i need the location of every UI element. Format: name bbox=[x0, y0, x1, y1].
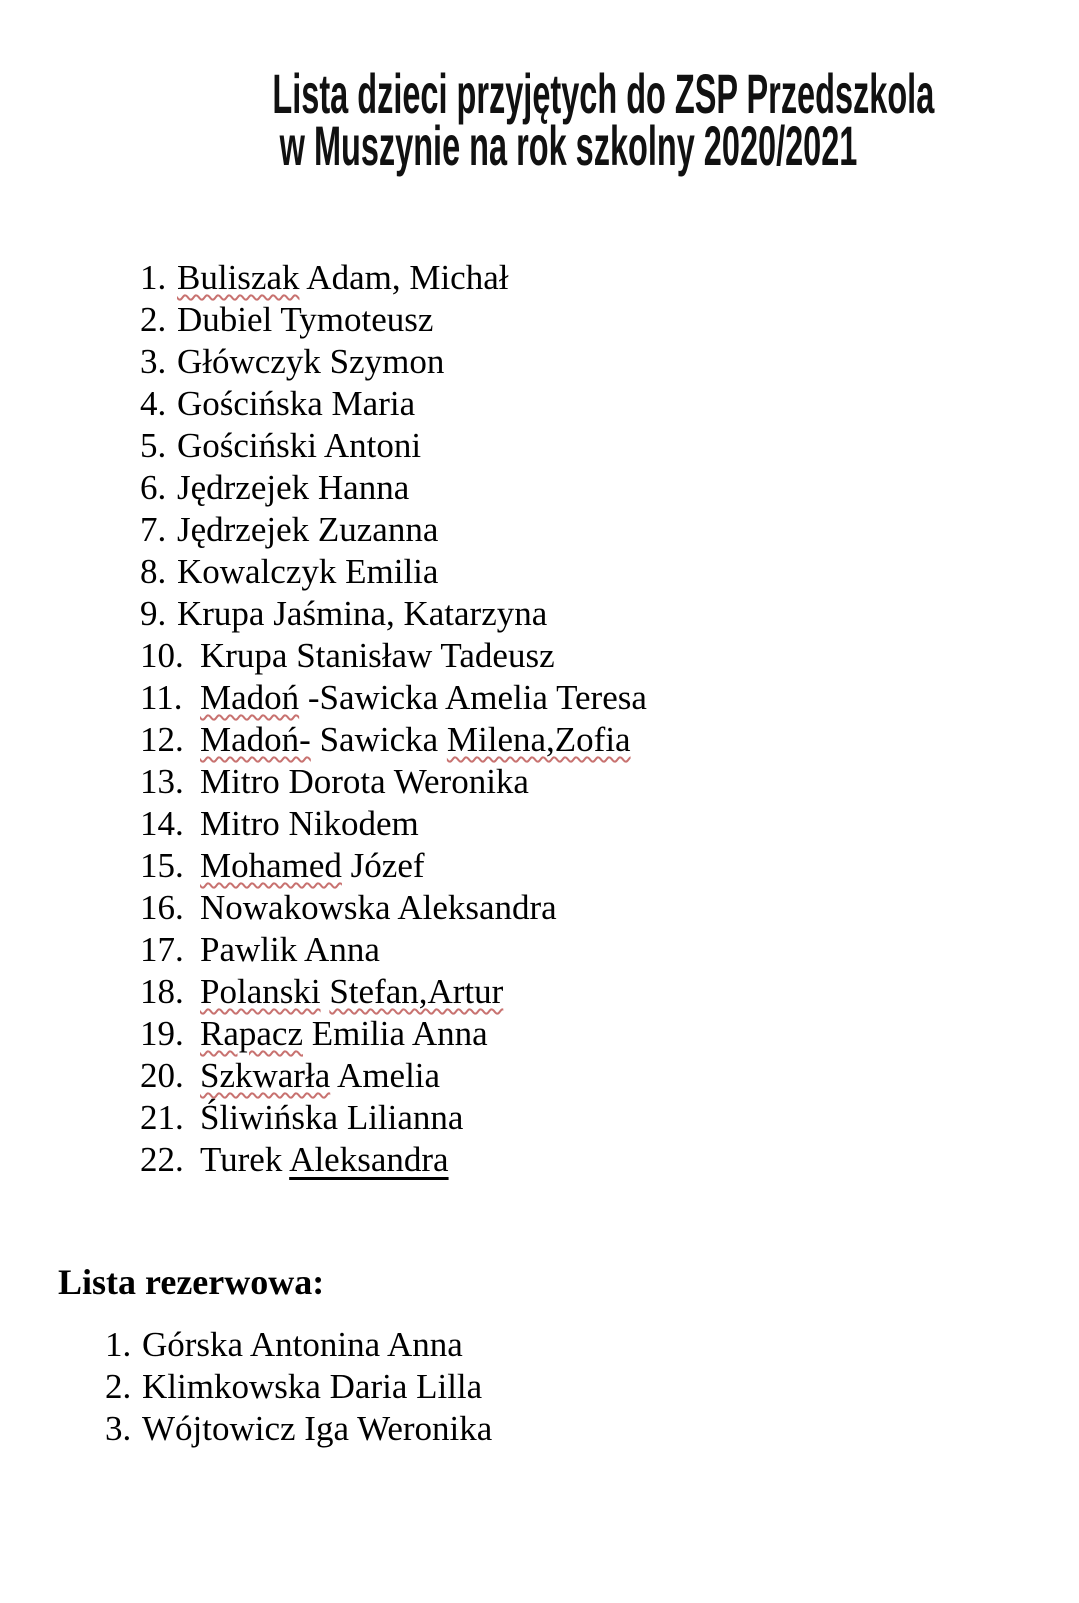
list-item-number: 17. bbox=[140, 930, 184, 969]
list-item-name bbox=[142, 1409, 492, 1448]
misspelled-text: Madoń- bbox=[200, 720, 311, 759]
page-title-line-1: Lista dzieci przyjętych do ZSP Przedszkola bbox=[272, 62, 935, 125]
plain-text: Emilia Anna bbox=[302, 1014, 488, 1053]
plain-text: Główczyk Szymon bbox=[177, 342, 445, 381]
plain-text: Amelia bbox=[330, 1056, 441, 1095]
list-item-number: 4. bbox=[140, 384, 167, 423]
list-item bbox=[105, 1324, 1079, 1366]
list-item bbox=[140, 971, 1079, 1013]
list-item bbox=[140, 635, 1079, 677]
list-item-name bbox=[177, 552, 438, 591]
list-item bbox=[140, 1055, 1079, 1097]
list-item-number: 11. bbox=[140, 678, 183, 717]
list-item-number: 7. bbox=[140, 510, 167, 549]
list-item-number: 3. bbox=[105, 1409, 132, 1448]
list-item-number: 8. bbox=[140, 552, 167, 591]
plain-text: Górska Antonina Anna bbox=[142, 1325, 463, 1364]
list-item-name bbox=[200, 762, 529, 801]
list-item-number: 16. bbox=[140, 888, 184, 927]
list-item bbox=[140, 719, 1079, 761]
plain-text: Mitro Dorota Weronika bbox=[200, 762, 529, 801]
list-item-name bbox=[142, 1325, 463, 1364]
page-title-line-2: w Muszynie na rok szkolny 2020/2021 bbox=[279, 114, 858, 177]
list-item-number: 10. bbox=[140, 636, 184, 675]
list-item-number: 12. bbox=[140, 720, 184, 759]
list-item bbox=[140, 425, 1079, 467]
list-item bbox=[140, 551, 1079, 593]
plain-text: Gościńska Maria bbox=[177, 384, 416, 423]
list-item-name bbox=[200, 636, 555, 675]
misspelled-text: Szkwarła bbox=[200, 1056, 331, 1095]
misspelled-text: Buliszak bbox=[177, 258, 300, 297]
plain-text: Pawlik Anna bbox=[200, 930, 380, 969]
list-item bbox=[105, 1408, 1079, 1450]
plain-text: Turek bbox=[200, 1140, 290, 1179]
list-item-number: 21. bbox=[140, 1098, 184, 1137]
list-item bbox=[140, 761, 1079, 803]
list-item bbox=[140, 257, 1079, 299]
list-item bbox=[140, 845, 1079, 887]
misspelled-text: Milena,Zofia bbox=[446, 720, 631, 759]
plain-text: -Sawicka Amelia Teresa bbox=[299, 678, 647, 717]
list-item-name bbox=[200, 846, 425, 885]
plain-text: Śliwińska Lilianna bbox=[200, 1098, 464, 1137]
list-item-number: 1. bbox=[105, 1325, 132, 1364]
plain-text: Wójtowicz Iga Weronika bbox=[142, 1409, 493, 1448]
list-item-name bbox=[200, 972, 503, 1011]
list-item-name bbox=[200, 678, 647, 717]
list-item-number: 15. bbox=[140, 846, 184, 885]
list-item-number: 9. bbox=[140, 594, 167, 633]
list-item-name bbox=[200, 1140, 449, 1179]
plain-text: Dubiel Tymoteusz bbox=[177, 300, 434, 339]
list-item-number: 13. bbox=[140, 762, 184, 801]
list-item bbox=[140, 1013, 1079, 1055]
plain-text: Adam, Michał bbox=[299, 258, 509, 297]
underlined-text: Aleksandra bbox=[289, 1140, 449, 1179]
list-item-number: 20. bbox=[140, 1056, 184, 1095]
plain-text: Jędrzejek Hanna bbox=[177, 468, 410, 507]
list-item-number: 2. bbox=[140, 300, 167, 339]
misspelled-text: Stefan,Artur bbox=[329, 972, 504, 1011]
list-item bbox=[140, 509, 1079, 551]
list-item-name bbox=[200, 1014, 488, 1053]
list-item bbox=[140, 677, 1079, 719]
page-title bbox=[0, 62, 1079, 177]
plain-text: Józef bbox=[341, 846, 425, 885]
list-item bbox=[140, 803, 1079, 845]
list-item-name bbox=[177, 342, 444, 381]
list-item-number: 6. bbox=[140, 468, 167, 507]
list-item-name bbox=[142, 1367, 482, 1406]
misspelled-text: Rapacz bbox=[200, 1014, 303, 1053]
list-item-number: 18. bbox=[140, 972, 184, 1011]
list-item-name bbox=[177, 258, 508, 297]
list-item-name bbox=[177, 510, 438, 549]
reserve-list-heading: Lista rezerwowa: bbox=[58, 1262, 325, 1302]
list-item-name bbox=[177, 300, 433, 339]
list-item-number: 2. bbox=[105, 1367, 132, 1406]
list-item-name bbox=[177, 384, 415, 423]
plain-text: Sawicka bbox=[310, 720, 447, 759]
list-item-name bbox=[177, 594, 547, 633]
list-item-name bbox=[177, 426, 421, 465]
list-item-number: 14. bbox=[140, 804, 184, 843]
list-item bbox=[140, 593, 1079, 635]
misspelled-text: Mohamed bbox=[200, 846, 342, 885]
list-item-name bbox=[200, 930, 380, 969]
list-item-name bbox=[200, 1098, 463, 1137]
plain-text: Jędrzejek Zuzanna bbox=[177, 510, 439, 549]
plain-text: Mitro Nikodem bbox=[200, 804, 419, 843]
misspelled-text: Madoń bbox=[200, 678, 300, 717]
list-item bbox=[140, 383, 1079, 425]
list-item-name bbox=[177, 468, 409, 507]
list-item-number: 3. bbox=[140, 342, 167, 381]
list-item-number: 5. bbox=[140, 426, 167, 465]
list-item bbox=[140, 467, 1079, 509]
plain-text: Gościński Antoni bbox=[177, 426, 422, 465]
plain-text: Krupa Stanisław Tadeusz bbox=[200, 636, 555, 675]
list-item bbox=[140, 341, 1079, 383]
list-item-name bbox=[200, 1056, 440, 1095]
list-item-number: 19. bbox=[140, 1014, 184, 1053]
list-item-name bbox=[200, 888, 557, 927]
list-item bbox=[140, 1097, 1079, 1139]
list-item bbox=[140, 299, 1079, 341]
list-item-name bbox=[200, 720, 631, 759]
list-item-number: 1. bbox=[140, 258, 167, 297]
accepted-children-list bbox=[140, 257, 1079, 1181]
reserve-children-list bbox=[105, 1324, 1079, 1450]
list-item bbox=[140, 887, 1079, 929]
plain-text: Klimkowska Daria Lilla bbox=[142, 1367, 483, 1406]
plain-text: Kowalczyk Emilia bbox=[177, 552, 439, 591]
list-item-number: 22. bbox=[140, 1140, 184, 1179]
list-item-name bbox=[200, 804, 419, 843]
list-item bbox=[140, 1139, 1079, 1181]
plain-text: Nowakowska Aleksandra bbox=[200, 888, 557, 927]
misspelled-text: Polanski bbox=[200, 972, 321, 1011]
list-item bbox=[105, 1366, 1079, 1408]
list-item bbox=[140, 929, 1079, 971]
plain-text: Krupa Jaśmina, Katarzyna bbox=[177, 594, 548, 633]
